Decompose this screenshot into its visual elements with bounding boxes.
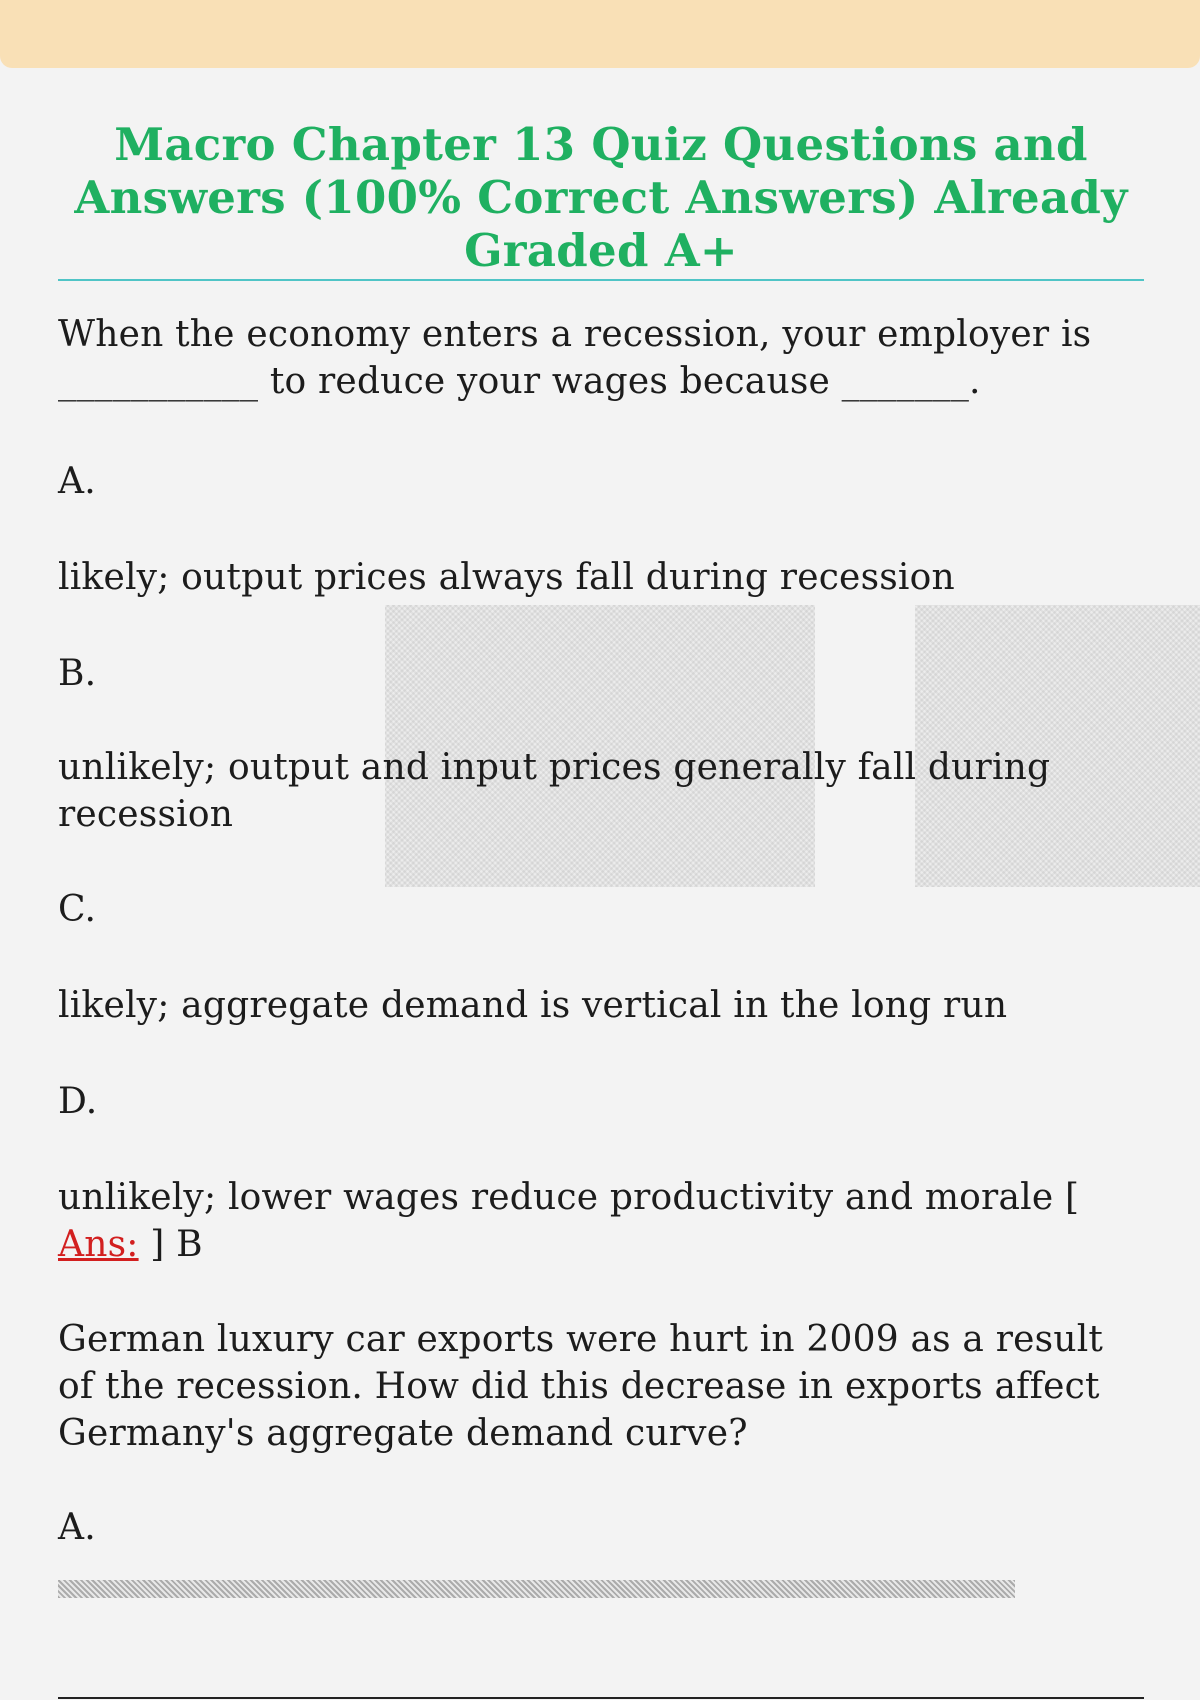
question-1-option-a-letter: A. [58, 461, 96, 502]
question-1-option-c-letter: C. [58, 889, 97, 930]
document-page [58, 118, 1144, 1548]
question-1-option-d-letter: D. [58, 1081, 98, 1122]
question-2-option-a-letter: A. [58, 1507, 96, 1548]
question-1-option-b-text: unlikely; output and input prices generally fall during recession [58, 747, 1051, 835]
title-divider [58, 279, 1144, 281]
question-2-text: German luxury car exports were hurt in 2009 as a result of the recession. How did this decrease in exports affect Germany's aggregate demand curve? [58, 1319, 1104, 1454]
document-title: Macro Chapter 13 Quiz Questions and Answers (100% Correct Answers) Already Graded A+ [74, 118, 1128, 277]
question-1-text: When the economy enters a recession, your employer is ___________ to reduce your wages because _______. [58, 314, 1092, 402]
question-1-option-d-text [58, 1174, 1144, 1268]
answer-value: ] B [150, 1224, 203, 1265]
question-1-option-c-text: likely; aggregate demand is vertical in the long run [58, 985, 1008, 1026]
redacted-text-line [58, 1580, 1015, 1598]
question-1-option-a-text: likely; output prices always fall during recession [58, 557, 955, 598]
bottom-divider [58, 1697, 1144, 1699]
top-banner [0, 0, 1200, 68]
answer-label: Ans: [58, 1224, 139, 1265]
question-1-option-b-letter: B. [58, 653, 97, 694]
option-d-body: unlikely; lower wages reduce productivity and morale [ [58, 1177, 1080, 1218]
